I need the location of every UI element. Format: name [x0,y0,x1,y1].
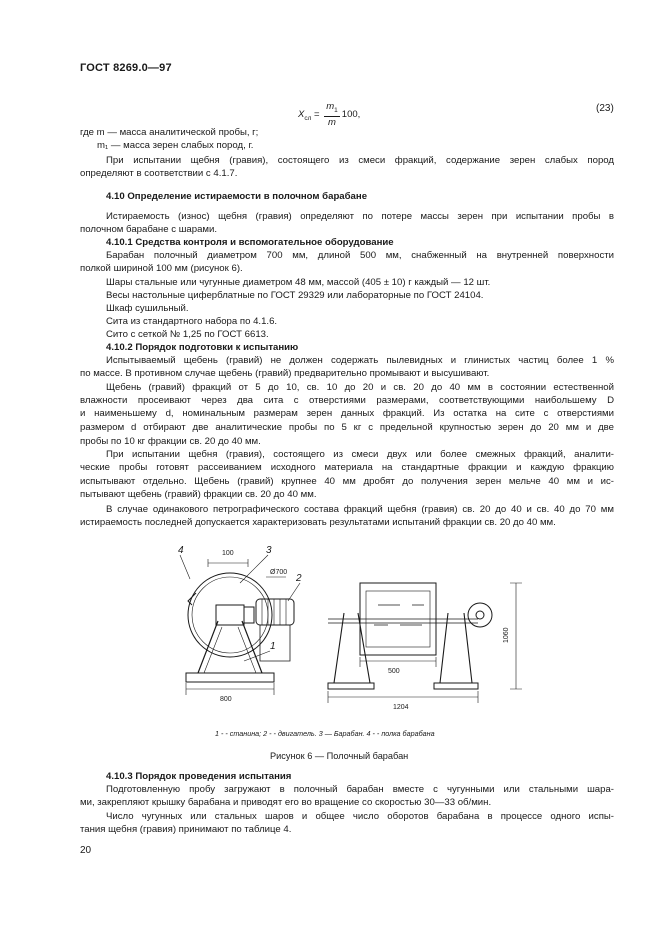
formula-den: m [328,116,336,128]
drum-technical-drawing [178,543,528,721]
text-line: Подготовленную пробу загружают в полочный барабан вместе с чугунными или стальными шара- [106,784,614,795]
formula-fraction [324,101,340,128]
text-line: и наименьшему d, номинальным размерам зерен данных фракций. Из остатка на сите с отверстиями [80,408,614,419]
text-line: Весы настольные циферблатные по ГОСТ 29329 или лабораторные по ГОСТ 24104. [106,290,484,301]
text-line: m₁ — масса зерен слабых пород, г. [97,140,254,151]
text-line: При испытании щебня (гравия), состоящего из смеси двух или более смежных фракций, аналити- [106,449,614,460]
text-line: влажности просеивают через два сита с отверстиями размерами, соответствующими наибольшему D [80,395,614,406]
text-line: пробы по 10 кг фракции св. 20 до 40 мм. [80,436,261,447]
text-line: Шары стальные или чугунные диаметром 48 мм, массой (405 ± 10) г каждый — 12 шт. [106,277,491,288]
text-line: определяют в соответствии с 4.1.7. [80,168,238,179]
text-line: При испытании щебня (гравия), состоящего из смеси фракций, содержание зерен слабых пород [106,155,614,166]
text-line: истираемость последней допускается характеризовать результатами испытаний фракции св. 20 до 40 мм. [80,517,556,528]
formula-23 [298,101,360,128]
formula-eq: = [314,108,320,120]
drum-outer-circle [188,573,272,657]
subsection-heading: 4.10.3 Порядок проведения испытания [106,771,292,782]
subsection-heading: 4.10.2 Порядок подготовки к испытанию [106,342,299,353]
text-line: Шкаф сушильный. [106,303,189,314]
dim-diameter: Ø700 [270,569,288,576]
callout-1: 1 [270,641,276,652]
text-line: ми, закрепляют крышку барабана и приводят его во вращение со скоростью 30—33 об/мин. [80,797,492,808]
figure-legend: 1 - - станина; 2 - - двигатель. 3 — Барабан. 4 - - полка барабана [215,729,435,738]
text-line: тания щебня (гравия) принимают по таблице 4. [80,824,292,835]
document-header: ГОСТ 8269.0—97 [80,62,172,74]
text-line: пытывают щебень (гравий) фракции св. 20 до 40 мм. [80,489,317,500]
subsection-heading: 4.10.1 Средства контроля и вспомогательное оборудование [106,237,394,248]
callout-3: 3 [266,545,272,556]
text-line: размером d отбирают две аналитические пробы по 5 кг с предельной крупностью зерен до 20 мм и две [80,422,614,433]
text-line: Сита из стандартного набора по 4.1.6. [106,316,278,327]
dim-length: 500 [388,668,400,675]
text-line: по массе. В противном случае щебень (гравий) предварительно промывают и высушивают. [80,368,490,379]
text-line: где m — масса аналитической пробы, г; [80,127,259,138]
text-line: полкой шириной 100 мм (рисунок 6). [80,263,243,274]
dim-height: 1060 [503,627,510,643]
text-line: Барабан полочный диаметром 700 мм, длиной 500 мм, снабженный на внутренней поверхности [106,250,614,261]
dim-total: 1204 [393,704,409,711]
section-heading: 4.10 Определение истираемости в полочном барабане [106,191,368,202]
formula-num: m [326,101,335,112]
text-line: полочном барабане с шарами. [80,224,218,235]
formula-tail: 100, [341,108,361,120]
formula-lhs-sub: сл [304,114,312,122]
figure-caption: Рисунок 6 — Полочный барабан [270,751,409,761]
text-line: ческие пробы готовят рассеиванием исходного материала на стандартные фракции и каждую фракцию [80,462,614,473]
text-line: Щебень (гравий) фракций от 5 до 10, св. 10 до 20 и св. 20 до 40 мм в состоянии естественной [106,382,614,393]
text-line: Истираемость (износ) щебня (гравия) определяют по потере массы зерен при испытании пробы в [106,211,614,222]
formula-lhs: X [298,108,305,120]
text-line: Сито с сеткой № 1,25 по ГОСТ 6613. [106,329,269,340]
text-line: Испытываемый щебень (гравий) не должен содержать пылевидных и глинистых частиц более 1 % [106,355,614,366]
text-line: Число чугунных или стальных шаров и общее число оборотов барабана в процессе одного испы- [106,811,614,822]
equation-number: (23) [596,103,614,114]
callout-2: 2 [296,573,302,584]
callout-4: 4 [178,545,184,556]
dim-shelf: 100 [222,550,234,557]
dim-base: 800 [220,696,232,703]
formula-num-sub: 1 [334,106,338,114]
text-line: В случае одинакового петрографического состава фракций щебня (гравия) св. 20 до 40 и св. 40 до 70 мм [106,504,614,515]
page-number: 20 [80,845,92,856]
text-line: испытывают отдельно. Щебень (гравий) крупнее 40 мм дробят до получения зерен мельче 40 мм и ис- [80,476,614,487]
